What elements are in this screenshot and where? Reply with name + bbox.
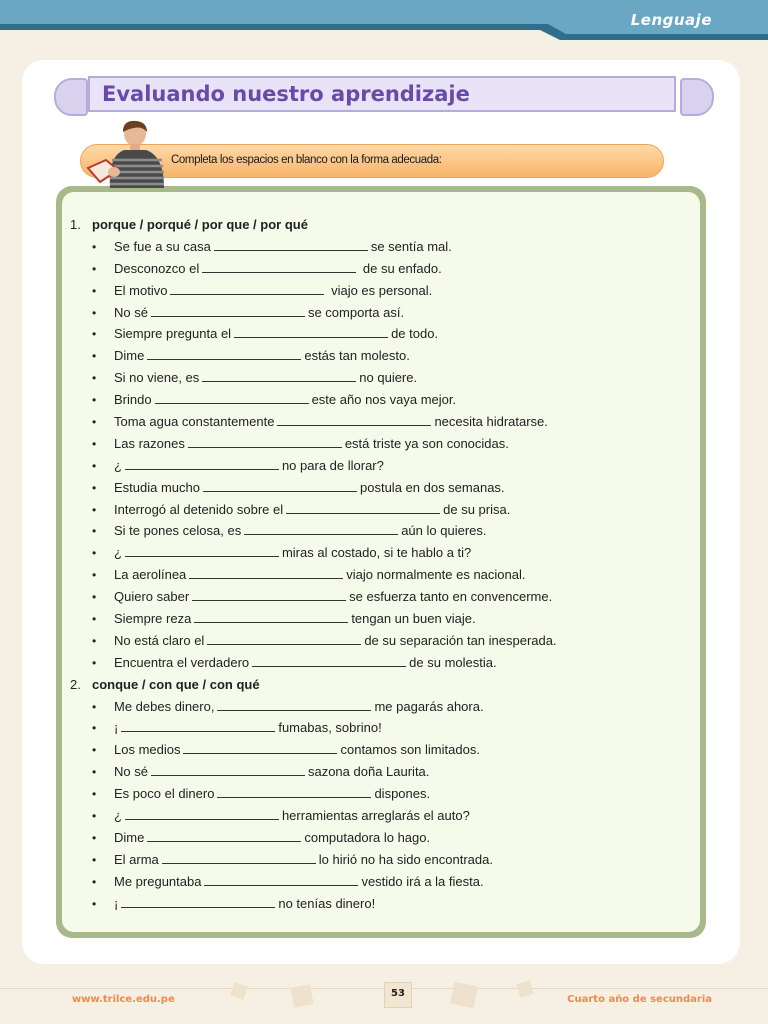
title-cap-right xyxy=(680,78,714,116)
item-text-before: Me debes dinero, xyxy=(114,698,215,714)
bullet: • xyxy=(92,568,97,583)
item-text-after: herramientas arreglarás el auto? xyxy=(281,808,470,824)
decorative-square xyxy=(290,984,313,1007)
answer-blank[interactable] xyxy=(207,632,361,645)
section-number: 2. xyxy=(70,676,81,692)
item-text-before: ¡ xyxy=(114,720,119,736)
exercise-content xyxy=(70,214,690,915)
list-item xyxy=(70,477,690,499)
page-number: 53 xyxy=(391,988,405,999)
item-text-after: necesita hidratarse. xyxy=(434,414,548,430)
bullet: • xyxy=(92,327,97,342)
list-item xyxy=(70,542,690,564)
list-item xyxy=(70,280,690,302)
item-text-before: Si no viene, es xyxy=(114,370,200,386)
answer-blank[interactable] xyxy=(188,435,342,448)
answer-blank[interactable] xyxy=(151,763,305,776)
list-item xyxy=(70,236,690,258)
answer-blank[interactable] xyxy=(121,719,275,732)
item-text-after: vestido irá a la fiesta. xyxy=(361,873,484,889)
answer-blank[interactable] xyxy=(202,369,356,382)
item-text-before: El arma xyxy=(114,851,159,867)
answer-blank[interactable] xyxy=(125,457,279,470)
list-item xyxy=(70,302,690,324)
list-item xyxy=(70,455,690,477)
answer-blank[interactable] xyxy=(162,851,316,864)
item-text-after: viajo normalmente es nacional. xyxy=(346,567,526,583)
item-text-after: no quiere. xyxy=(359,370,418,386)
item-text-before: Encuentra el verdadero xyxy=(114,654,250,670)
item-text-before: Estudia mucho xyxy=(114,479,200,495)
item-text-after: estás tan molesto. xyxy=(304,348,410,364)
section-options: conque / con que / con qué xyxy=(92,676,260,692)
item-text-before: Dime xyxy=(114,829,145,845)
item-text-before: Interrogó al detenido sobre el xyxy=(114,501,284,517)
bullet: • xyxy=(92,371,97,386)
student-reading-illustration xyxy=(84,120,170,188)
bullet: • xyxy=(92,590,97,605)
bullet: • xyxy=(92,502,97,517)
item-text-after: de su enfado. xyxy=(359,260,442,276)
bullet: • xyxy=(92,787,97,802)
bullet: • xyxy=(92,896,97,911)
answer-blank[interactable] xyxy=(203,479,357,492)
bullet: • xyxy=(92,633,97,648)
item-text-before: ¡ xyxy=(114,895,119,911)
list-item xyxy=(70,608,690,630)
item-text-after: de todo. xyxy=(391,326,439,342)
bullet: • xyxy=(92,830,97,845)
grade-label: Cuarto año de secundaria xyxy=(567,994,712,1005)
list-item xyxy=(70,258,690,280)
section-options: porque / porqué / por que / por qué xyxy=(92,217,308,232)
item-text-before: Siempre pregunta el xyxy=(114,326,232,342)
list-item xyxy=(70,586,690,608)
item-text-before: Siempre reza xyxy=(114,611,192,627)
section-heading xyxy=(70,214,690,236)
item-text-after: este año nos vaya mejor. xyxy=(311,392,457,408)
bullet: • xyxy=(92,480,97,495)
title-banner xyxy=(54,76,714,116)
item-text-after: sazona doña Laurita. xyxy=(307,764,430,780)
answer-blank[interactable] xyxy=(151,304,305,317)
answer-blank[interactable] xyxy=(183,741,337,754)
item-text-before: Los medios xyxy=(114,742,181,758)
list-item xyxy=(70,433,690,455)
item-text-before: No sé xyxy=(114,304,148,320)
bullet: • xyxy=(92,612,97,627)
answer-blank[interactable] xyxy=(252,654,406,667)
answer-blank[interactable] xyxy=(147,347,301,360)
list-item xyxy=(70,564,690,586)
item-text-before: Toma agua constantemente xyxy=(114,414,275,430)
item-text-before: ¿ xyxy=(114,545,122,561)
bullet: • xyxy=(92,699,97,714)
item-text-after: se sentía mal. xyxy=(370,238,452,254)
bullet: • xyxy=(92,765,97,780)
answer-blank[interactable] xyxy=(217,698,371,711)
section-number: 1. xyxy=(70,217,81,232)
answer-blank[interactable] xyxy=(277,413,431,426)
item-text-after: está triste ya son conocidas. xyxy=(344,435,509,451)
answer-blank[interactable] xyxy=(217,785,371,798)
item-text-after: de su prisa. xyxy=(443,501,511,517)
item-text-after: no tenías dinero! xyxy=(278,895,376,911)
item-text-after: miras al costado, si te hablo a ti? xyxy=(281,545,472,561)
answer-blank[interactable] xyxy=(204,873,358,886)
title-box xyxy=(88,76,676,112)
bullet: • xyxy=(92,415,97,430)
item-text-before: No está claro el xyxy=(114,632,205,648)
item-text-after: me pagarás ahora. xyxy=(374,698,484,714)
item-text-before: El motivo xyxy=(114,282,168,298)
bullet: • xyxy=(92,852,97,867)
item-text-before: Quiero saber xyxy=(114,589,190,605)
list-item xyxy=(70,389,690,411)
item-text-before: Se fue a su casa xyxy=(114,238,211,254)
answer-blank[interactable] xyxy=(147,829,301,842)
bullet: • xyxy=(92,721,97,736)
item-text-before: Dime xyxy=(114,348,145,364)
website-link[interactable]: www.trilce.edu.pe xyxy=(72,994,175,1005)
item-text-before: Me preguntaba xyxy=(114,873,202,889)
bullet: • xyxy=(92,283,97,298)
list-item xyxy=(70,367,690,389)
answer-blank[interactable] xyxy=(189,566,343,579)
answer-blank[interactable] xyxy=(125,807,279,820)
instruction-text: Completa los espacios en blanco con la forma adecuada: xyxy=(171,154,442,166)
bullet: • xyxy=(92,874,97,889)
page-title: Evaluando nuestro aprendizaje xyxy=(102,82,470,106)
item-text-after: lo hirió no ha sido encontrada. xyxy=(318,851,493,867)
title-cap-left xyxy=(54,78,88,116)
bullet: • xyxy=(92,436,97,451)
section-heading xyxy=(70,674,690,696)
decorative-square xyxy=(230,982,248,1000)
page-number-box xyxy=(384,982,412,1008)
answer-blank[interactable] xyxy=(214,238,368,251)
answer-blank[interactable] xyxy=(170,282,324,295)
list-item xyxy=(70,783,690,805)
answer-blank[interactable] xyxy=(155,391,309,404)
list-item xyxy=(70,520,690,542)
item-text-after: contamos son limitados. xyxy=(340,742,480,758)
item-text-before: Si te pones celosa, es xyxy=(114,523,242,539)
list-item xyxy=(70,805,690,827)
item-text-before: ¿ xyxy=(114,457,122,473)
answer-blank[interactable] xyxy=(121,895,275,908)
bullet: • xyxy=(92,743,97,758)
bullet: • xyxy=(92,239,97,254)
list-item xyxy=(70,893,690,915)
list-item xyxy=(70,499,690,521)
item-text-after: no para de llorar? xyxy=(281,457,384,473)
answer-blank[interactable] xyxy=(125,544,279,557)
item-text-after: de su separación tan inesperada. xyxy=(364,632,557,648)
item-text-before: No sé xyxy=(114,764,148,780)
list-item xyxy=(70,630,690,652)
item-text-after: se comporta así. xyxy=(307,304,405,320)
answer-blank[interactable] xyxy=(194,610,348,623)
item-text-before: Brindo xyxy=(114,392,152,408)
list-item xyxy=(70,717,690,739)
list-item xyxy=(70,871,690,893)
bullet: • xyxy=(92,524,97,539)
list-item xyxy=(70,345,690,367)
item-text-after: computadora lo hago. xyxy=(304,829,431,845)
bullet: • xyxy=(92,809,97,824)
item-text-after: tengan un buen viaje. xyxy=(351,611,476,627)
item-text-before: ¿ xyxy=(114,808,122,824)
list-item xyxy=(70,652,690,674)
bullet: • xyxy=(92,305,97,320)
item-text-after: fumabas, sobrino! xyxy=(278,720,382,736)
bullet: • xyxy=(92,349,97,364)
item-text-before: Es poco el dinero xyxy=(114,786,215,802)
list-item xyxy=(70,827,690,849)
item-text-after: postula en dos semanas. xyxy=(360,479,505,495)
item-text-after: de su molestia. xyxy=(409,654,497,670)
item-text-before: La aerolínea xyxy=(114,567,187,583)
answer-blank[interactable] xyxy=(244,522,398,535)
answer-blank[interactable] xyxy=(202,260,356,273)
list-item xyxy=(70,411,690,433)
bullet: • xyxy=(92,393,97,408)
item-text-before: Las razones xyxy=(114,435,185,451)
bullet: • xyxy=(92,655,97,670)
item-text-before: Desconozco el xyxy=(114,260,200,276)
decorative-square xyxy=(450,982,478,1009)
list-item xyxy=(70,696,690,718)
decorative-square xyxy=(516,980,534,998)
subject-label: Lenguaje xyxy=(630,11,712,29)
answer-blank[interactable] xyxy=(286,501,440,514)
list-item xyxy=(70,761,690,783)
item-text-after: se esfuerza tanto en convencerme. xyxy=(349,589,553,605)
item-text-after: viajo es personal. xyxy=(327,282,433,298)
item-text-after: dispones. xyxy=(374,786,431,802)
answer-blank[interactable] xyxy=(234,325,388,338)
list-item xyxy=(70,849,690,871)
answer-blank[interactable] xyxy=(192,588,346,601)
bullet: • xyxy=(92,261,97,276)
bullet: • xyxy=(92,458,97,473)
list-item xyxy=(70,739,690,761)
bullet: • xyxy=(92,546,97,561)
item-text-after: aún lo quieres. xyxy=(401,523,487,539)
list-item xyxy=(70,323,690,345)
